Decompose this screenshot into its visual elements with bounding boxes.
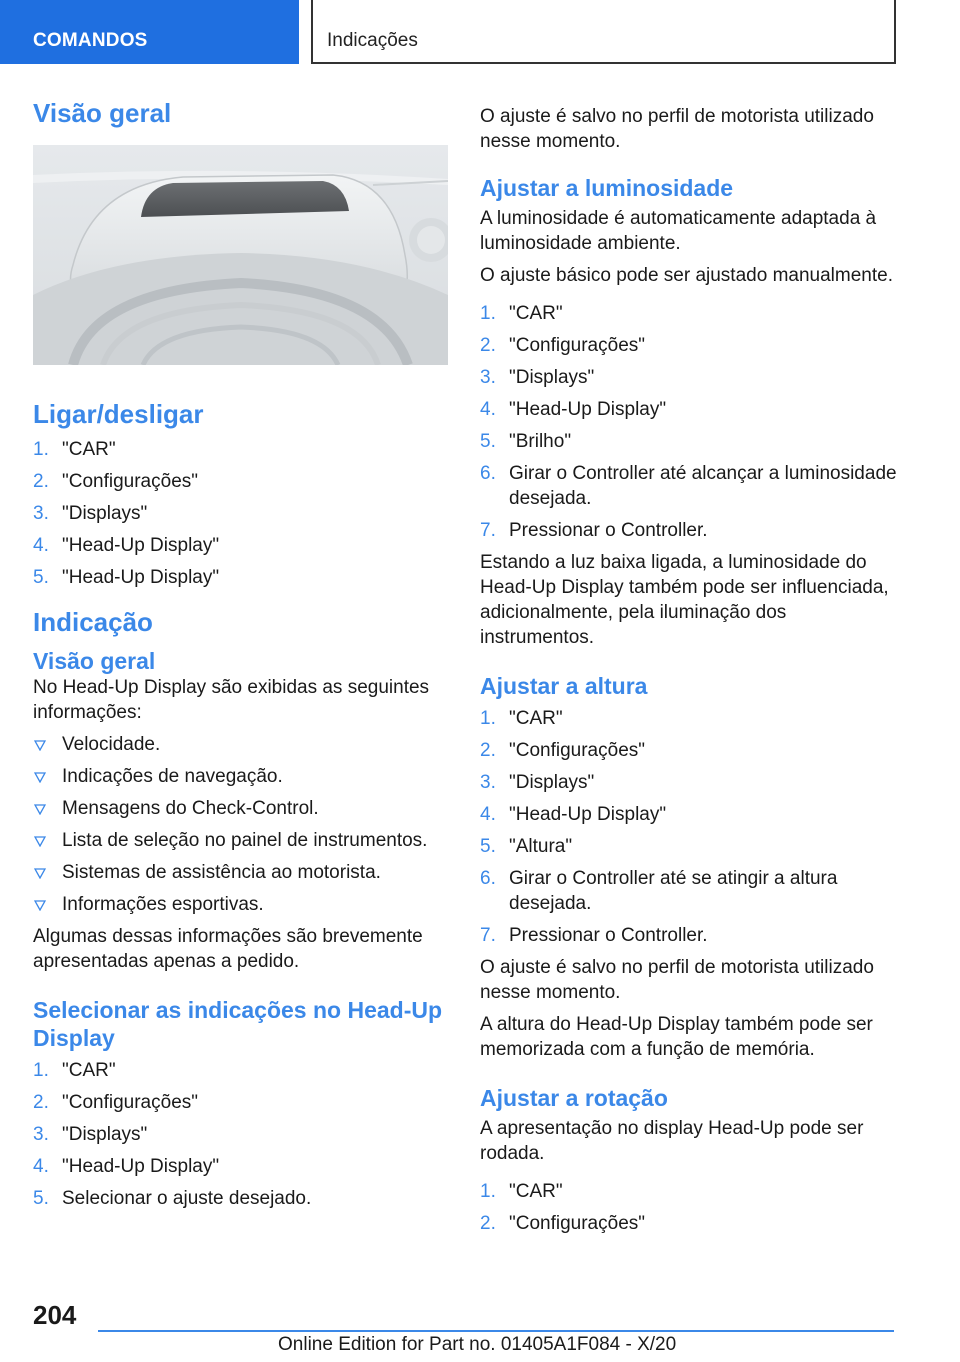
list-item: Sistemas de assistência ao motorista. (33, 860, 448, 885)
section-tab: COMANDOS (0, 0, 299, 64)
list-item: 6. Girar o Controller até alcançar a luminosidade desejada. (480, 463, 897, 509)
list-item: 1. "CAR" (33, 439, 116, 460)
triangle-bullet-icon (34, 900, 46, 911)
list-item: 7. Pressionar o Controller. (480, 520, 708, 541)
list-item: 3. "Displays" (480, 367, 595, 388)
triangle-bullet-icon (34, 868, 46, 879)
list-item: 3. "Displays" (33, 503, 148, 524)
page-header (0, 0, 960, 66)
list-item: Mensagens do Check-Control. (33, 796, 448, 821)
list-item: 2. "Configurações" (480, 740, 646, 761)
head-up-display-illustration (33, 145, 448, 365)
triangle-bullet-icon (34, 740, 46, 751)
rotation-heading: Ajustar a rotação (480, 1085, 668, 1111)
footer-edition: Online Edition for Part no. 01405A1F084 - X/20 (278, 1334, 677, 1355)
list-item: Velocidade. (33, 732, 448, 757)
height-heading: Ajustar a altura (480, 673, 648, 699)
right-column (480, 104, 898, 1243)
list-item: 1. "CAR" (480, 303, 563, 324)
rotation-steps (480, 1179, 898, 1236)
list-item: 7. Pressionar o Controller. (480, 925, 708, 946)
indication-heading: Indicação (33, 607, 153, 637)
indication-note: Algumas dessas informações são brevemente apresentadas apenas a pedido. (33, 926, 423, 972)
list-item: 4. "Head-Up Display" (480, 804, 667, 825)
indication-overview-heading: Visão geral (33, 648, 156, 674)
brightness-p3: Estando a luz baixa ligada, a luminosidade do Head-Up Display também pode ser influenciada, adicionalmente, pela iluminação dos instrumentos. (480, 552, 889, 648)
height-steps (480, 706, 898, 948)
list-item: 2. "Configurações" (33, 1092, 199, 1113)
list-item: 2. "Configurações" (480, 1213, 646, 1234)
list-item: Informações esportivas. (33, 892, 448, 917)
select-heading: Selecionar as indicações no Head-Up Display (33, 997, 443, 1051)
overview-heading: Visão geral (33, 98, 172, 128)
list-item: 4. "Head-Up Display" (480, 399, 667, 420)
list-item: 5. "Head-Up Display" (33, 567, 220, 588)
list-item: 5. "Altura" (480, 836, 573, 857)
page-number: 204 (33, 1300, 77, 1330)
list-item: 4. "Head-Up Display" (33, 535, 220, 556)
list-item: 2. "Configurações" (33, 471, 199, 492)
footer-divider (98, 1330, 894, 1332)
list-item: 5. Selecionar o ajuste desejado. (33, 1188, 312, 1209)
triangle-bullet-icon (34, 804, 46, 815)
brightness-p2: O ajuste básico pode ser ajustado manualmente. (480, 265, 893, 286)
on-off-heading: Ligar/desligar (33, 399, 204, 429)
brightness-heading: Ajustar a luminosidade (480, 175, 734, 201)
height-p2: A altura do Head-Up Display também pode ser memorizada com a função de memória. (480, 1014, 873, 1060)
list-item: 3. "Displays" (480, 772, 595, 793)
on-off-steps (33, 437, 448, 590)
list-item: Indicações de navegação. (33, 764, 448, 789)
list-item: 5. "Brilho" (480, 431, 572, 452)
list-item: 1. "CAR" (480, 1181, 563, 1202)
left-column (33, 98, 448, 1218)
height-p1: O ajuste é salvo no perfil de motorista utilizado nesse momento. (480, 957, 874, 1003)
triangle-bullet-icon (34, 836, 46, 847)
topic-tab: Indicações (311, 0, 896, 64)
indication-intro: No Head-Up Display são exibidas as seguintes informações: (33, 677, 430, 723)
brightness-p1: A luminosidade é automaticamente adaptada à luminosidade ambiente. (480, 208, 877, 254)
rotation-p1: A apresentação no display Head-Up pode ser rodada. (480, 1118, 864, 1164)
list-item: 3. "Displays" (33, 1124, 148, 1145)
list-item: 2. "Configurações" (480, 335, 646, 356)
list-item: Lista de seleção no painel de instrumentos. (33, 828, 448, 853)
indication-bullets (33, 732, 448, 917)
list-item: 4. "Head-Up Display" (33, 1156, 220, 1177)
select-steps (33, 1058, 448, 1211)
brightness-steps (480, 301, 898, 543)
list-item: 1. "CAR" (33, 1060, 116, 1081)
triangle-bullet-icon (34, 772, 46, 783)
list-item: 1. "CAR" (480, 708, 563, 729)
saved-note: O ajuste é salvo no perfil de motorista utilizado nesse momento. (480, 106, 874, 152)
list-item: 6. Girar o Controller até se atingir a altura desejada. (480, 868, 838, 914)
